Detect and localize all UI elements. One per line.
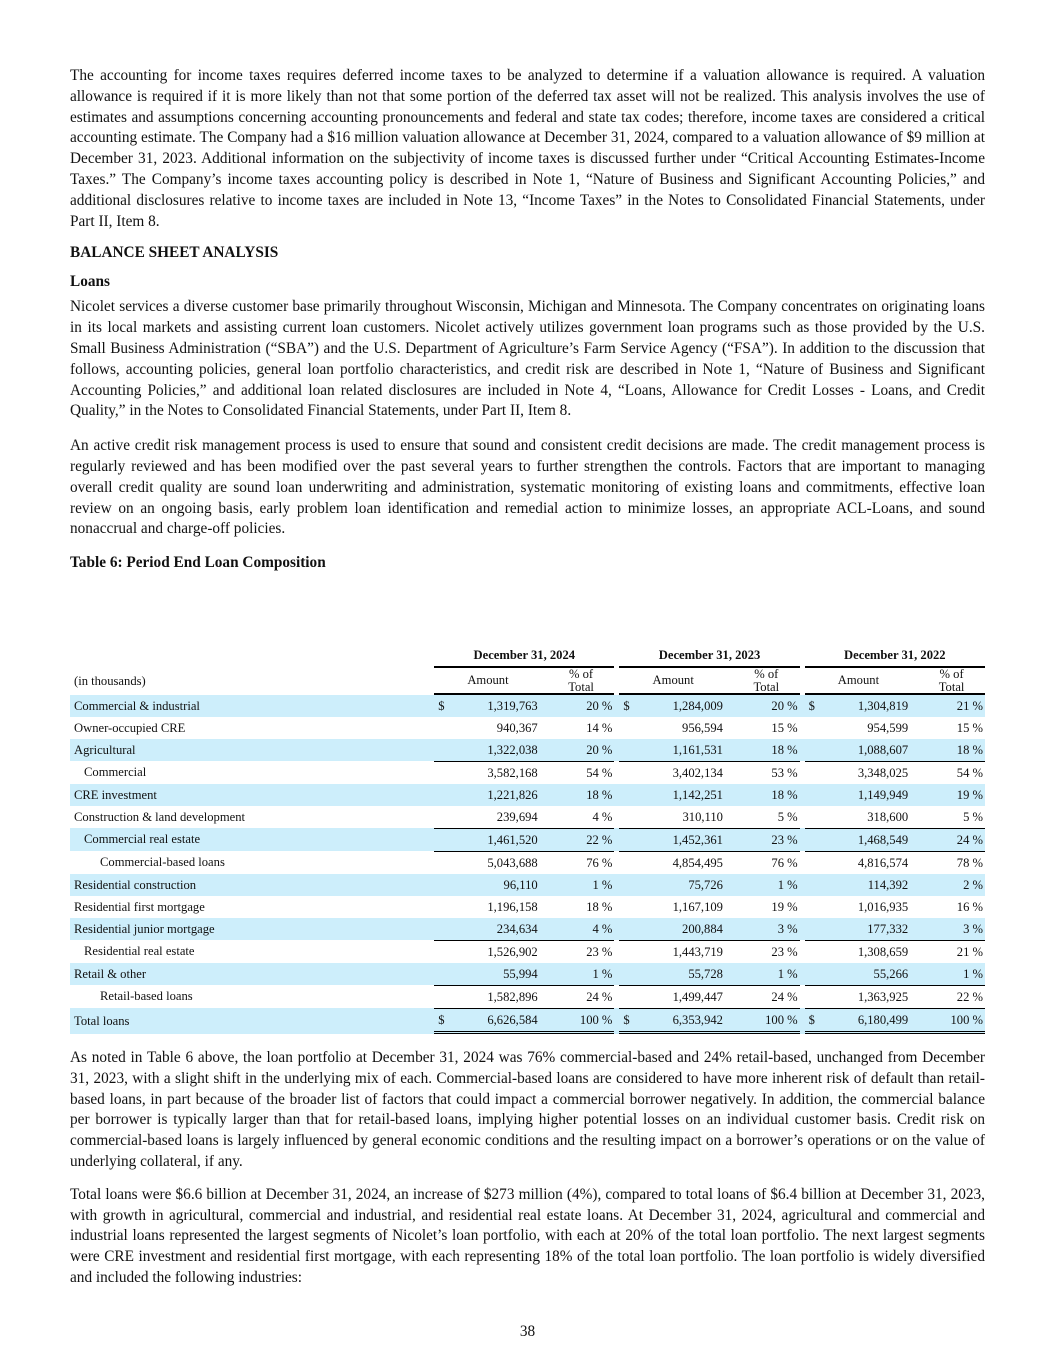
dollar-sign <box>805 963 828 985</box>
table-row <box>70 828 985 851</box>
amount-cell: 1,526,902 <box>458 940 542 963</box>
dollar-sign: $ <box>434 695 457 717</box>
row-label: Residential first mortgage <box>74 899 205 914</box>
table-row <box>70 918 985 940</box>
income-tax-paragraph: The accounting for income taxes requires deferred income taxes to be analyzed to determine if a valuation allowance is required. A valuation allowance is required if it is more likely than not that some portion of the deferred tax asset will not be realized. This analysis involves the use of estimates and assumptions concerning accounting pronouncements and federal and state tax codes; therefore, income taxes are considered a critical accounting estimate. The Company had a $16 million valuation allowance at December 31, 2024, compared to a valuation allowance of $9 million at December 31, 2023. Additional information on the subjectivity of income taxes is discussed further under “Critical Accounting Estimates-Income Taxes.” The Company’s income taxes accounting policy is described in Note 1, “Nature of Business and Significant Accounting Policies,” and additional disclosures relative to income taxes are included in Note 13, “Income Taxes” in the Notes to Consolidated Financial Statements, under Part II, Item 8. <box>70 67 985 230</box>
row-label: Construction & land development <box>74 809 246 824</box>
amount-cell: 310,110 <box>682 809 723 824</box>
table-row <box>70 806 985 828</box>
loans-paragraph-1: Nicolet services a diverse customer base primarily throughout Wisconsin, Michigan and Minnesota. The Company concentrates on originating loans in its local markets and assisting current loan customers. Nicolet actively utilizes government loan programs such as those provided by the U.S. Small Business Administration (“SBA”) and the U.S. Department of Agriculture’s Farm Service Agency (“FSA”). In addition to the discussion that follows, accounting policies, general loan portfolio characteristics, and credit risk are described in Note 1, “Nature of Business and Significant Accounting Policies,” and additional loan related disclosures are included in Note 4, “Loans, Allowance for Credit Losses - Loans, and Credit Quality,” in the Notes to Consolidated Financial Statements, under Part II, Item 8. <box>70 298 985 420</box>
amount-cell: 1,452,361 <box>643 828 727 851</box>
dollar-sign <box>434 940 457 963</box>
dollar-sign <box>805 874 828 896</box>
percent-cell: 2 % <box>912 874 985 896</box>
amount-cell: 1,142,251 <box>643 784 727 806</box>
percent-cell: 5 % <box>963 809 983 824</box>
pct-total-header: % of Total <box>727 668 800 695</box>
percent-cell: 53 % <box>727 761 800 784</box>
subsection-heading: Loans <box>70 273 110 291</box>
amount-cell: 1,016,935 <box>857 899 909 914</box>
percent-cell: 1 % <box>727 963 800 985</box>
percent-cell: 1 % <box>542 963 615 985</box>
percent-cell: 1 % <box>727 874 800 896</box>
loan-composition-table <box>70 644 985 1034</box>
amount-cell: 1,149,949 <box>828 784 912 806</box>
dollar-sign <box>434 717 457 739</box>
dollar-sign <box>619 739 642 761</box>
dollar-sign <box>805 739 828 761</box>
table-row <box>70 784 985 806</box>
percent-cell: 20 % <box>727 695 800 717</box>
amount-header: Amount <box>805 668 913 695</box>
amount-cell: 4,854,495 <box>643 851 727 874</box>
percent-cell: 100 % <box>912 1008 985 1034</box>
amount-cell: 75,726 <box>643 874 727 896</box>
percent-cell: 3 % <box>727 918 800 940</box>
dollar-sign <box>805 761 828 784</box>
dollar-sign <box>434 963 457 985</box>
amount-cell: 1,308,659 <box>828 940 912 963</box>
section-heading: BALANCE SHEET ANALYSIS <box>70 244 279 262</box>
amount-cell: 6,626,584 <box>458 1008 542 1034</box>
amount-cell: 318,600 <box>867 809 909 824</box>
percent-cell: 14 % <box>586 720 613 735</box>
dollar-sign <box>434 851 457 874</box>
dollar-sign <box>619 828 642 851</box>
units-label: (in thousands) <box>74 674 146 689</box>
period-header-row <box>70 644 985 668</box>
amount-cell: 200,884 <box>643 918 727 940</box>
amount-cell: 55,266 <box>828 963 912 985</box>
amount-cell: 1,461,520 <box>458 828 542 851</box>
dollar-sign: $ <box>805 1008 828 1034</box>
row-label: Agricultural <box>70 739 429 761</box>
amount-cell: 1,161,531 <box>643 739 727 761</box>
amount-cell: 239,694 <box>496 809 538 824</box>
dollar-sign <box>619 806 642 828</box>
percent-cell: 20 % <box>542 739 615 761</box>
percent-cell: 24 % <box>912 828 985 851</box>
amount-cell: 1,582,896 <box>458 985 542 1008</box>
dollar-sign <box>434 784 457 806</box>
table-title: Table 6: Period End Loan Composition <box>70 554 326 572</box>
percent-cell: 1 % <box>912 963 985 985</box>
amount-cell: 1,284,009 <box>643 695 727 717</box>
percent-cell: 54 % <box>542 761 615 784</box>
dollar-sign <box>619 985 642 1008</box>
dollar-sign <box>434 806 457 828</box>
amount-cell: 1,468,549 <box>828 828 912 851</box>
amount-cell: 954,599 <box>867 720 909 735</box>
percent-cell: 78 % <box>912 851 985 874</box>
row-label: Commercial & industrial <box>70 695 429 717</box>
loans-paragraph-2: An active credit risk management process is used to ensure that sound and consistent credit decisions are made. The credit management process is regularly reviewed and has been modified over the past several years to further strengthen the controls. Factors that are important to managing overall credit quality are sound loan underwriting and administration, systematic monitoring of existing loans and commitments, effective loan review on an ongoing basis, early problem loan identification and remedial action to minimize losses, an appropriate ACL-Loans, and sound nonaccrual and charge-off policies. <box>70 437 985 538</box>
percent-cell: 23 % <box>727 828 800 851</box>
dollar-sign <box>619 717 642 739</box>
amount-cell: 3,402,134 <box>643 761 727 784</box>
dollar-sign <box>805 896 828 918</box>
amount-cell: 1,304,819 <box>828 695 912 717</box>
percent-cell: 76 % <box>727 851 800 874</box>
dollar-sign <box>619 851 642 874</box>
dollar-sign <box>805 851 828 874</box>
amount-cell: 3,348,025 <box>828 761 912 784</box>
row-label: Retail & other <box>70 963 429 985</box>
dollar-sign <box>805 940 828 963</box>
percent-cell: 54 % <box>912 761 985 784</box>
amount-cell: 4,816,574 <box>828 851 912 874</box>
table-row <box>70 695 985 717</box>
percent-cell: 15 % <box>956 720 983 735</box>
table-row <box>70 761 985 784</box>
dollar-sign <box>805 806 828 828</box>
amount-cell: 1,221,826 <box>458 784 542 806</box>
percent-cell: 76 % <box>542 851 615 874</box>
dollar-sign <box>805 828 828 851</box>
percent-cell: 21 % <box>912 940 985 963</box>
amount-cell: 956,594 <box>682 720 723 735</box>
percent-cell: 18 % <box>912 739 985 761</box>
dollar-sign: $ <box>619 1008 642 1034</box>
percent-cell: 5 % <box>777 809 798 824</box>
amount-cell: 1,322,038 <box>458 739 542 761</box>
row-label: Total loans <box>70 1008 429 1034</box>
row-label: Commercial real estate <box>70 828 429 851</box>
row-label: Owner-occupied CRE <box>74 720 186 735</box>
analysis-paragraph-1: As noted in Table 6 above, the loan portfolio at December 31, 2024 was 76% commercial-based and 24% retail-based, unchanged from December 31, 2023, with a slight shift in the underlying mix of each. Commercial-based loans are considered to have more inherent risk of default than retail-based loans, in part because of the broader list of factors that could impact a commercial borrower negatively. In addition, the commercial balance per borrower is typically larger than that for retail-based loans, implying higher potential losses on an individual customer basis. Credit risk on commercial-based loans is largely influenced by general economic conditions and the resulting impact on a borrower’s operations or on the value of underlying collateral, if any. <box>70 1049 985 1170</box>
dollar-sign <box>619 918 642 940</box>
dollar-sign <box>619 761 642 784</box>
percent-cell: 16 % <box>956 899 983 914</box>
amount-cell: 55,728 <box>643 963 727 985</box>
row-label: Commercial <box>84 765 147 780</box>
period-2024-header: December 31, 2024 <box>434 644 614 668</box>
amount-cell: 234,634 <box>458 918 542 940</box>
amount-cell: 1,167,109 <box>672 899 723 914</box>
dollar-sign <box>434 896 457 918</box>
percent-cell: 100 % <box>542 1008 615 1034</box>
amount-cell: 6,353,942 <box>643 1008 727 1034</box>
row-label: Residential real estate <box>84 944 195 959</box>
dollar-sign <box>805 918 828 940</box>
row-label: Commercial-based loans <box>100 855 225 870</box>
percent-cell: 100 % <box>727 1008 800 1034</box>
dollar-sign: $ <box>434 1008 457 1034</box>
row-label: Residential construction <box>70 874 429 896</box>
row-label: Residential junior mortgage <box>70 918 429 940</box>
amount-cell: 1,319,763 <box>458 695 542 717</box>
amount-cell: 6,180,499 <box>828 1008 912 1034</box>
page-content <box>70 66 985 572</box>
dollar-sign: $ <box>805 695 828 717</box>
amount-cell: 3,582,168 <box>458 761 542 784</box>
amount-cell: 1,196,158 <box>487 899 538 914</box>
analysis-section <box>70 1048 985 1289</box>
row-label: Retail-based loans <box>100 989 193 1004</box>
column-header-row <box>70 668 985 695</box>
amount-cell: 177,332 <box>828 918 912 940</box>
table-row <box>70 739 985 761</box>
percent-cell: 24 % <box>727 985 800 1008</box>
percent-cell: 19 % <box>912 784 985 806</box>
table-row <box>70 940 985 963</box>
dollar-sign <box>619 940 642 963</box>
table-row <box>70 717 985 739</box>
table-row <box>70 985 985 1008</box>
amount-cell: 96,110 <box>458 874 542 896</box>
dollar-sign <box>619 963 642 985</box>
percent-cell: 1 % <box>542 874 615 896</box>
percent-cell: 3 % <box>912 918 985 940</box>
table-row <box>70 1008 985 1034</box>
table-row <box>70 896 985 918</box>
percent-cell: 21 % <box>912 695 985 717</box>
amount-cell: 55,994 <box>458 963 542 985</box>
period-2022-header: December 31, 2022 <box>805 644 985 668</box>
percent-cell: 22 % <box>542 828 615 851</box>
percent-cell: 23 % <box>542 940 615 963</box>
percent-cell: 18 % <box>727 739 800 761</box>
dollar-sign <box>619 874 642 896</box>
dollar-sign <box>434 828 457 851</box>
table-row <box>70 874 985 896</box>
dollar-sign: $ <box>619 695 642 717</box>
row-label: CRE investment <box>70 784 429 806</box>
dollar-sign <box>434 918 457 940</box>
dollar-sign <box>805 717 828 739</box>
period-2023-header: December 31, 2023 <box>619 644 799 668</box>
dollar-sign <box>434 739 457 761</box>
percent-cell: 19 % <box>771 899 798 914</box>
amount-cell: 940,367 <box>496 720 538 735</box>
dollar-sign <box>805 985 828 1008</box>
dollar-sign <box>619 784 642 806</box>
percent-cell: 15 % <box>771 720 798 735</box>
table-row <box>70 963 985 985</box>
analysis-paragraph-2: Total loans were $6.6 billion at December 31, 2024, an increase of $273 million (4%), compared to total loans of $6.4 billion at December 31, 2023, with growth in agricultural, commercial and industrial, and residential real estate loans. At December 31, 2024, agricultural and commercial and industrial loans represented the largest segments of Nicolet’s loan portfolio, with each at 20% of the total loan portfolio. The next largest segments were CRE investment and residential first mortgage, with each representing 18% of the total loan portfolio. The loan portfolio is widely diversified and included the following industries: <box>70 1185 985 1286</box>
percent-cell: 18 % <box>727 784 800 806</box>
percent-cell: 20 % <box>542 695 615 717</box>
dollar-sign <box>434 985 457 1008</box>
percent-cell: 23 % <box>727 940 800 963</box>
percent-cell: 18 % <box>542 784 615 806</box>
amount-header: Amount <box>434 668 542 695</box>
dollar-sign <box>619 896 642 918</box>
amount-cell: 1,363,925 <box>828 985 912 1008</box>
dollar-sign <box>805 784 828 806</box>
dollar-sign <box>434 761 457 784</box>
amount-cell: 1,499,447 <box>643 985 727 1008</box>
page-number: 38 <box>519 1323 536 1340</box>
pct-total-header: % of Total <box>542 668 615 695</box>
percent-cell: 24 % <box>542 985 615 1008</box>
percent-cell: 22 % <box>912 985 985 1008</box>
dollar-sign <box>434 874 457 896</box>
amount-cell: 114,392 <box>828 874 912 896</box>
percent-cell: 4 % <box>592 809 613 824</box>
table-row <box>70 851 985 874</box>
amount-header: Amount <box>619 668 727 695</box>
pct-total-header: % of Total <box>912 668 985 695</box>
amount-cell: 5,043,688 <box>458 851 542 874</box>
percent-cell: 4 % <box>542 918 615 940</box>
amount-cell: 1,088,607 <box>828 739 912 761</box>
amount-cell: 1,443,719 <box>643 940 727 963</box>
percent-cell: 18 % <box>586 899 613 914</box>
